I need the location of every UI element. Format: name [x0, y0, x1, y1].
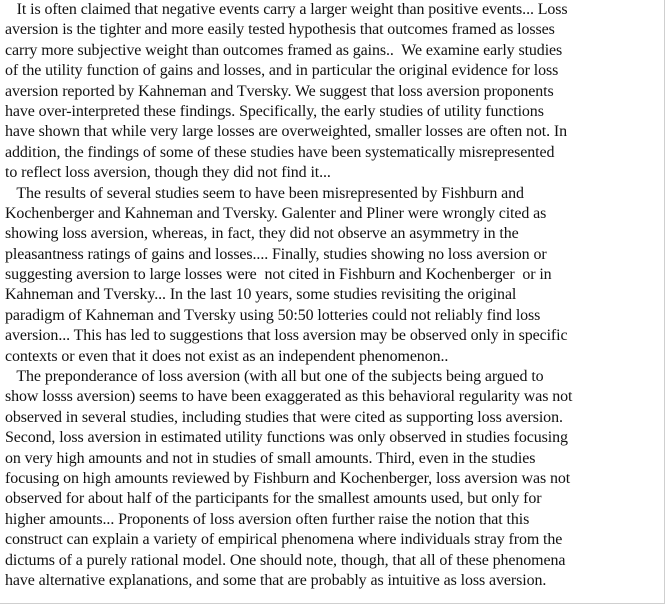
- text-line: suggesting aversion to large losses were not cited in Fishburn and Kochenberger or in: [5, 266, 552, 284]
- text-line: pleasantness ratings of gains and losses.... Finally, studies showing no loss aversion or: [5, 245, 547, 263]
- text-line: to reflect loss aversion, though they did not find it...: [5, 164, 331, 182]
- text-body: [5, 0, 665, 591]
- text-line: higher amounts... Proponents of loss aversion often further raise the notion that this: [5, 510, 530, 528]
- text-line: dictums of a purely rational model. One should note, though, that all of these phenomena: [5, 551, 566, 569]
- text-line: paradigm of Kahneman and Tversky using 50:50 lotteries could not reliably find loss: [5, 306, 541, 324]
- text-line: construct can explain a variety of empirical phenomena where individuals stray from the: [5, 531, 563, 549]
- text-line: The preponderance of loss aversion (with all but one of the subjects being argued to: [5, 368, 544, 386]
- text-line: contexts or even that it does not exist as an independent phenomenon..: [5, 347, 449, 365]
- text-line: The results of several studies seem to have been misrepresented by Fishburn and: [5, 184, 524, 202]
- text-line: observed for about half of the participants for the smallest amounts used, but only for: [5, 490, 542, 508]
- text-line: have over-interpreted these findings. Specifically, the early studies of utility functions: [5, 102, 544, 120]
- text-line: aversion is the tighter and more easily tested hypothesis that outcomes framed as losses: [5, 21, 555, 39]
- text-line: aversion reported by Kahneman and Tversky. We suggest that loss aversion proponents: [5, 82, 554, 100]
- text-line: Kahneman and Tversky... In the last 10 years, some studies revisiting the original: [5, 286, 517, 304]
- text-line: focusing on high amounts reviewed by Fishburn and Kochenberger, loss aversion was not: [5, 469, 571, 487]
- text-line: have alternative explanations, and some that are probably as intuitive as loss aversion.: [5, 571, 547, 589]
- text-line: observed in several studies, including studies that were cited as supporting loss aversion.: [5, 408, 563, 426]
- text-line: Kochenberger and Kahneman and Tversky. Galenter and Pliner were wrongly cited as: [5, 204, 547, 222]
- text-line: show losss aversion) seems to have been exaggerated as this behavioral regularity was not: [5, 388, 573, 406]
- text-line: on very high amounts and not in studies of small amounts. Third, even in the studies: [5, 449, 536, 467]
- text-line: of the utility function of gains and losses, and in particular the original evidence for loss: [5, 62, 559, 80]
- text-line: have shown that while very large losses are overweighted, smaller losses are often not. In: [5, 123, 568, 141]
- text-line: showing loss aversion, whereas, in fact, they did not observe an asymmetry in the: [5, 225, 519, 243]
- text-line: It is often claimed that negative events carry a larger weight than positive events... Loss: [5, 1, 568, 18]
- text-line: carry more subjective weight than outcomes framed as gains.. We examine early studies: [5, 41, 563, 59]
- text-line: Second, loss aversion in estimated utility functions was only observed in studies focusing: [5, 429, 568, 447]
- text-line: aversion... This has led to suggestions that loss aversion may be observed only in specific: [5, 327, 568, 345]
- text-line: addition, the findings of some of these studies have been systematically misrepresented: [5, 143, 555, 161]
